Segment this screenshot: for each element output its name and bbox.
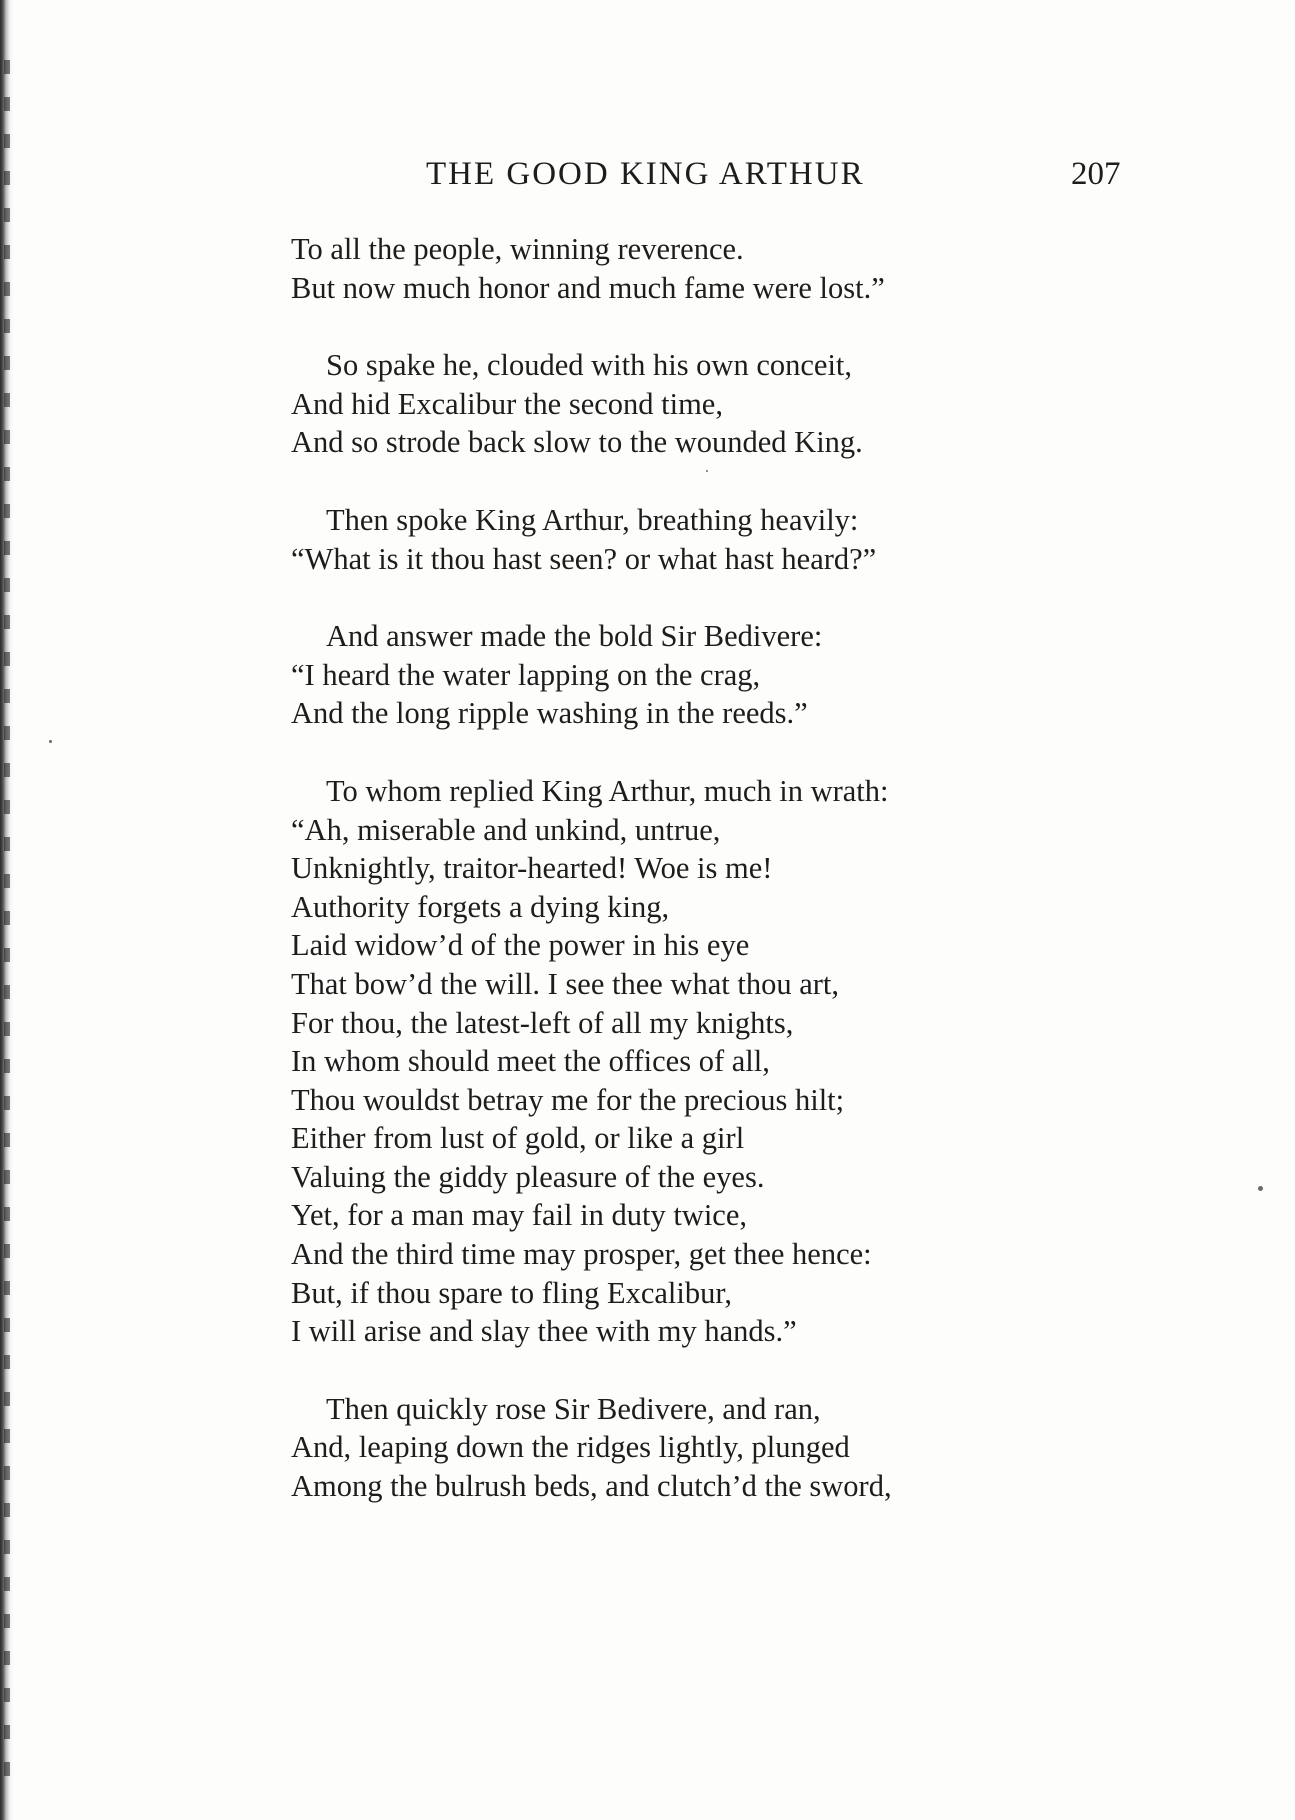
poem-line: Valuing the giddy pleasure of the eyes. — [291, 1159, 765, 1194]
poem-line: For thou, the latest-left of all my knights, — [291, 1005, 794, 1040]
poem-line: Thou wouldst betray me for the precious hilt; — [291, 1082, 845, 1117]
poem-line: In whom should meet the offices of all, — [291, 1044, 770, 1079]
stanza — [291, 501, 1081, 578]
poem-line: Among the bulrush beds, and clutch’d the sword, — [291, 1469, 892, 1504]
poem-line: To whom replied King Arthur, much in wrath: — [326, 773, 889, 808]
page-number: 207 — [1071, 156, 1121, 192]
poem-line: Authority forgets a dying king, — [291, 889, 670, 924]
poem-line: And answer made the bold Sir Bedivere: — [326, 619, 823, 654]
poem-line: I will arise and slay thee with my hands.” — [291, 1314, 797, 1349]
poem-line: That bow’d the will. I see thee what thou art, — [291, 966, 839, 1001]
binding-shadow — [4, 60, 10, 1780]
stanza — [291, 346, 1081, 462]
poem-line: And so strode back slow to the wounded King. — [291, 425, 863, 460]
poem-line: Either from lust of gold, or like a girl — [291, 1121, 745, 1156]
poem-line: To all the people, winning reverence. — [291, 232, 744, 266]
poem-line: Then quickly rose Sir Bedivere, and ran, — [326, 1391, 821, 1426]
stanza — [291, 617, 1081, 733]
stanza — [291, 772, 1081, 1351]
poem-line: So spake he, clouded with his own conceit, — [326, 348, 853, 383]
poem-line: And hid Excalibur the second time, — [291, 386, 723, 421]
scan-speck — [1258, 1186, 1263, 1191]
poem-line: “Ah, miserable and unkind, untrue, — [291, 812, 721, 847]
poem-line: And the long ripple washing in the reeds.” — [291, 696, 808, 731]
poem-line: But now much honor and much fame were lost.” — [291, 270, 885, 305]
poem-line: “I heard the water lapping on the crag, — [291, 657, 761, 692]
poem-line: Then spoke King Arthur, breathing heavily: — [326, 502, 859, 537]
poem-line: Yet, for a man may fail in duty twice, — [291, 1198, 747, 1233]
stanza — [291, 1390, 1081, 1506]
poem-line: Laid widow’d of the power in his eye — [291, 928, 750, 963]
scan-speck — [706, 470, 708, 472]
poem-line: And the third time may prosper, get thee hence: — [291, 1237, 872, 1272]
stanza — [291, 230, 1081, 307]
poem-line: And, leaping down the ridges lightly, plunged — [291, 1430, 850, 1465]
scan-speck — [49, 740, 52, 743]
poem-body — [291, 230, 1081, 1545]
running-head — [0, 156, 1295, 200]
running-title: THE GOOD KING ARTHUR — [426, 156, 865, 192]
poem-line: But, if thou spare to fling Excalibur, — [291, 1275, 732, 1310]
poem-line: “What is it thou hast seen? or what hast heard?” — [291, 541, 877, 576]
poem-line: Unknightly, traitor-hearted! Woe is me! — [291, 851, 773, 886]
